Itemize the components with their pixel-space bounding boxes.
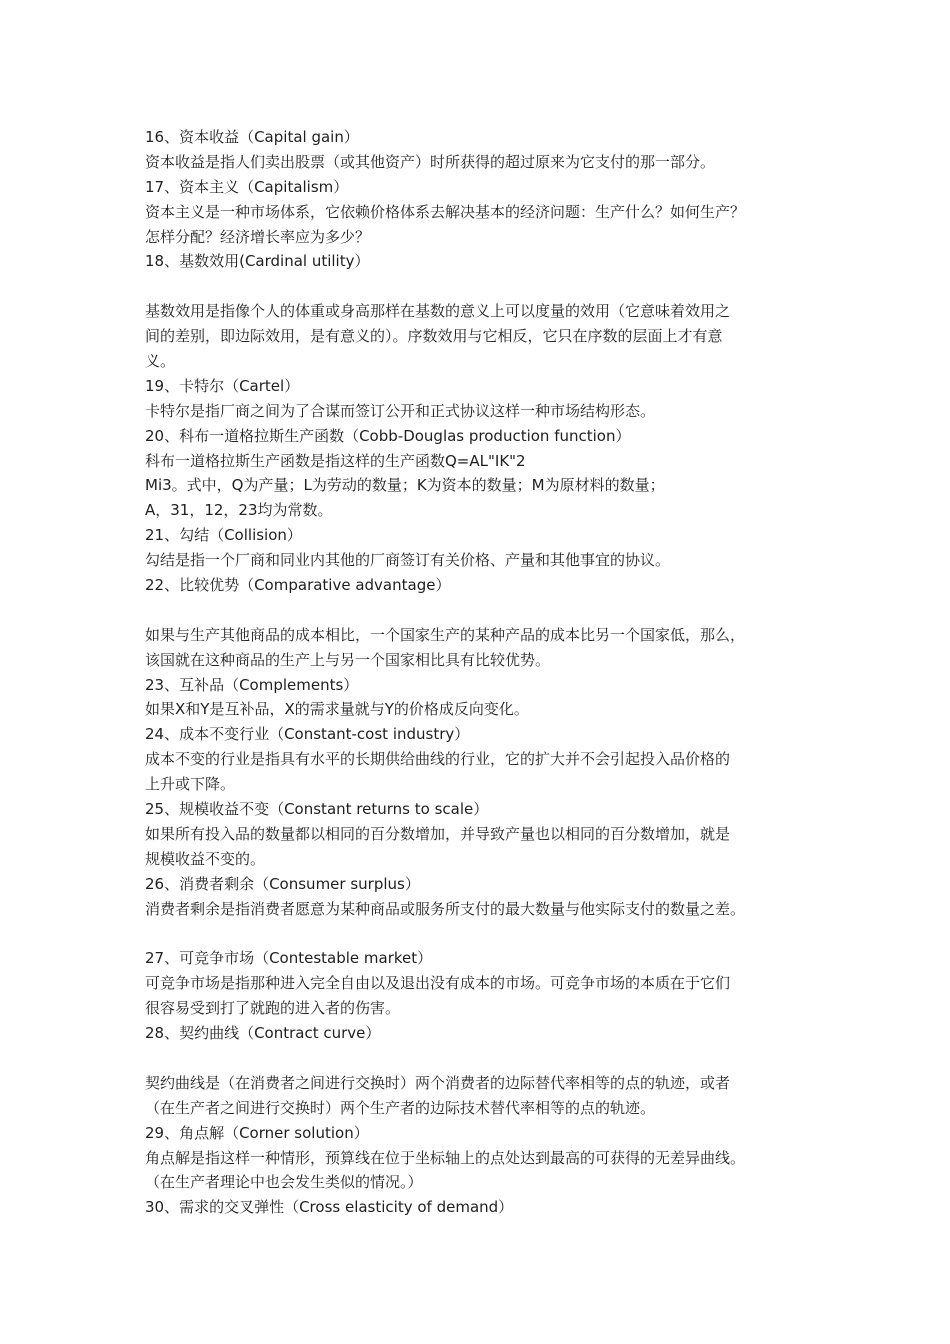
- definition-line: 勾结是指一个厂商和同业内其他的厂商签订有关价格、产量和其他事宜的协议。: [145, 551, 671, 570]
- blank-line: [145, 274, 825, 299]
- definition-line: （在生产者之间进行交换时）两个生产者的边际技术替代率相等的点的轨迹。: [145, 1098, 656, 1117]
- definition-line: 可竞争市场是指那种进入完全自由以及退出没有成本的市场。可竞争市场的本质在于它们: [145, 974, 731, 993]
- definition-line: 消费者剩余是指消费者愿意为某种商品或服务所支付的最大数量与他实际支付的数量之差。: [145, 899, 746, 918]
- definition-line: 很容易受到打了就跑的进入者的伤害。: [145, 999, 401, 1018]
- definition-line: 如果X和Y是互补品，X的需求量就与Y的价格成反向变化。: [145, 700, 529, 719]
- term-heading: 26、消费者剩余（Consumer surplus）: [145, 874, 420, 893]
- definition-line: 卡特尔是指厂商之间为了合谋而签订公开和正式协议这样一种市场结构形态。: [145, 401, 656, 420]
- definition-line: 规模收益不变的。: [145, 849, 266, 868]
- term-heading: 19、卡特尔（Cartel）: [145, 376, 300, 395]
- blank-line: [145, 922, 825, 947]
- term-heading: 20、科布一道格拉斯生产函数（Cobb-Douglas production function）: [145, 426, 631, 445]
- definition-line: 如果所有投入品的数量都以相同的百分数增加，并导致产量也以相同的百分数增加，就是: [145, 824, 731, 843]
- definition-line: 契约曲线是（在消费者之间进行交换时）两个消费者的边际替代率相等的点的轨迹，或者: [145, 1073, 731, 1092]
- definition-line: 间的差别，即边际效用，是有意义的）。序数效用与它相反，它只在序数的层面上才有意: [145, 327, 723, 346]
- term-heading: 30、需求的交叉弹性（Cross elasticity of demand）: [145, 1198, 514, 1217]
- definition-line: 角点解是指这样一种情形，预算线在位于坐标轴上的点处达到最高的可获得的无差异曲线。: [145, 1148, 746, 1167]
- definition-line: 怎样分配？经济增长率应为多少？: [145, 227, 371, 246]
- term-heading: 24、成本不变行业（Constant-cost industry）: [145, 725, 470, 744]
- definition-line: 成本不变的行业是指具有水平的长期供给曲线的行业，它的扩大并不会引起投入品价格的: [145, 750, 731, 769]
- definition-line: 该国就在这种商品的生产上与另一个国家相比具有比较优势。: [145, 650, 551, 669]
- definition-line: 资本主义是一种市场体系，它依赖价格体系去解决基本的经济问题：生产什么？如何生产？: [145, 202, 746, 221]
- blank-line: [145, 598, 825, 623]
- term-heading: 17、资本主义（Capitalism）: [145, 177, 349, 196]
- definition-line: 资本收益是指人们卖出股票（或其他资产）时所获得的超过原来为它支付的那一部分。: [145, 152, 716, 171]
- definition-line: （在生产者理论中也会发生类似的情况。）: [145, 1173, 423, 1192]
- term-heading: 29、角点解（Corner solution）: [145, 1123, 369, 1142]
- term-heading: 23、互补品（Complements）: [145, 675, 359, 694]
- term-heading: 22、比较优势（Comparative advantage）: [145, 576, 451, 595]
- term-heading: 25、规模收益不变（Constant returns to scale）: [145, 800, 489, 819]
- term-heading: 28、契约曲线（Contract curve）: [145, 1024, 381, 1043]
- document-body: [145, 125, 825, 1220]
- definition-line: 上升或下降。: [145, 775, 236, 794]
- definition-line: 义。: [145, 352, 176, 371]
- blank-line: [145, 1046, 825, 1071]
- term-heading: 21、勾结（Collision）: [145, 526, 302, 545]
- term-heading: 16、资本收益（Capital gain）: [145, 128, 359, 146]
- definition-line: A，31，12，23均为常数。: [145, 501, 333, 520]
- term-heading: 18、基数效用(Cardinal utility）: [145, 252, 370, 271]
- definition-line: 科布一道格拉斯生产函数是指这样的生产函数Q=AL"IK"2: [145, 451, 526, 470]
- definition-line: 基数效用是指像个人的体重或身高那样在基数的意义上可以度量的效用（它意味着效用之: [145, 302, 731, 321]
- definition-line: Mi3。式中，Q为产量；L为劳动的数量；K为资本的数量；M为原材料的数量；: [145, 476, 665, 495]
- definition-line: 如果与生产其他商品的成本相比，一个国家生产的某种产品的成本比另一个国家低，那么，: [145, 625, 746, 644]
- term-heading: 27、可竞争市场（Contestable market）: [145, 949, 433, 968]
